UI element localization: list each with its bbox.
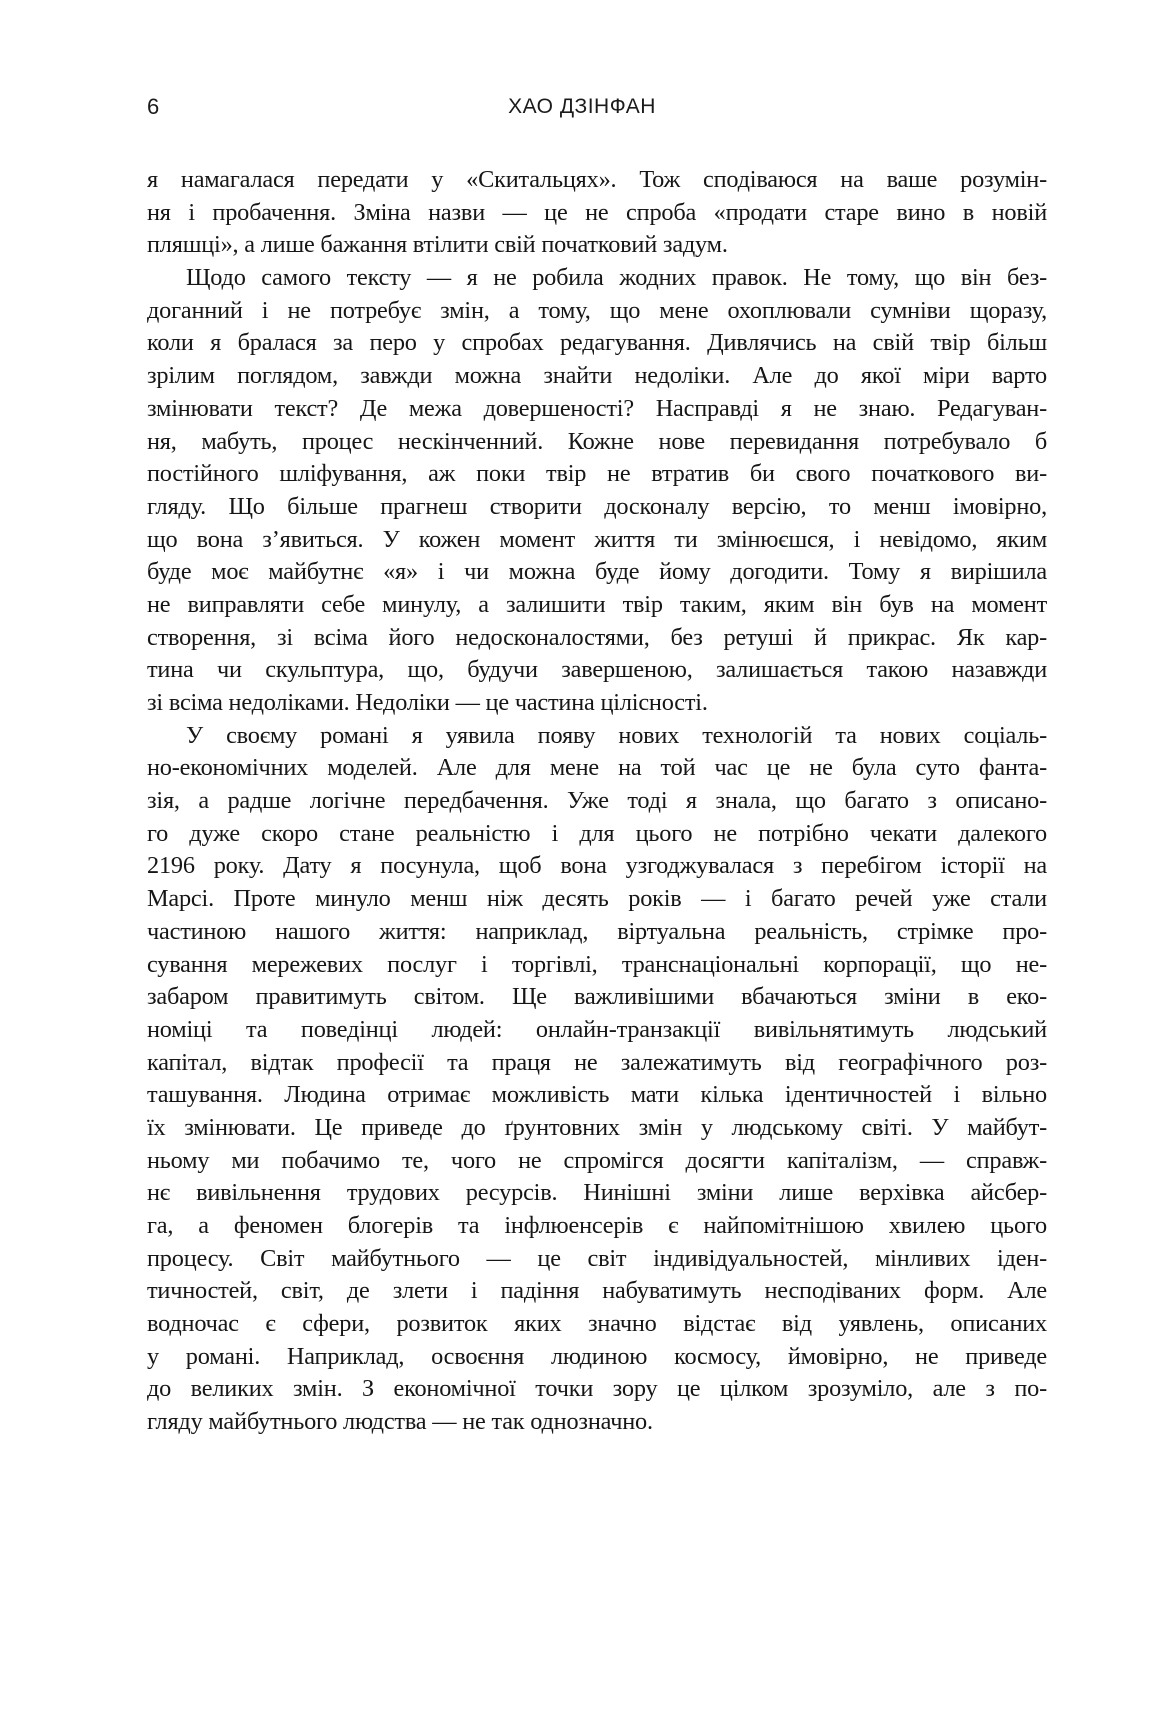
text-line: но-економічних моделей. Але для мене на той час це не була суто фанта- [147, 754, 1047, 782]
text-line: гляду. Що більше прагнеш створити досконалу версію, то менш імовірно, [147, 492, 1047, 520]
text-line: зі всіма недоліками. Недоліки — це частина цілісності. [147, 689, 708, 716]
text-line: частиною нашого життя: наприклад, віртуальна реальність, стрімке про- [147, 917, 1047, 945]
text-line: тичностей, світ, де злети і падіння набуватимуть несподіваних форм. Але [147, 1277, 1047, 1305]
text-line: доганний і не потребує змін, а тому, що мене охоплювали сумніви щоразу, [147, 296, 1047, 324]
text-line: постійного шліфування, аж поки твір не втратив би свого початкового ви- [147, 460, 1047, 488]
text-line: не виправляти себе минулу, а залишити твір таким, яким він був на момент [147, 590, 1047, 618]
text-line: Марсі. Проте минуло менш ніж десять років — і багато речей уже стали [147, 885, 1047, 913]
body-text [147, 164, 1047, 1439]
text-line: пляшці», а лише бажання втілити свій початковий задум. [147, 231, 728, 259]
text-line: У своєму романі я уявила появу нових технологій та нових соціаль- [186, 721, 1047, 749]
text-line: капітал, відтак професії та праця не залежатимуть від географічного роз- [147, 1048, 1047, 1076]
text-line: процесу. Світ майбутнього — це світ індивідуальностей, мінливих іден- [147, 1244, 1047, 1272]
text-line: що вона з’явиться. У кожен момент життя ти змінюєшся, і невідомо, яким [147, 525, 1047, 553]
paragraph [147, 164, 1047, 262]
text-line: га, а феномен блогерів та інфлюенсерів є найпомітнішою хвилею цього [147, 1212, 1047, 1239]
text-line: ньому ми побачимо те, чого не спромігся досягти капіталізм, — справж- [147, 1146, 1047, 1174]
text-line: го дуже скоро стане реальністю і для цього не потрібно чекати далекого [147, 819, 1047, 847]
text-line: сування мережевих послуг і торгівлі, транснаціональні корпорації, що не- [147, 950, 1047, 978]
page-number: 6 [147, 94, 160, 119]
text-line: створення, зі всіма його недосконалостями, без ретуші й прикрас. Як кар- [147, 623, 1047, 651]
text-line: 2196 року. Дату я посунула, щоб вона узгоджувалася з перебігом історії на [147, 852, 1047, 880]
paragraph [147, 262, 1047, 720]
text-line: до великих змін. З економічної точки зору це цілком зрозуміло, але з по- [147, 1375, 1047, 1403]
text-line: у романі. Наприклад, освоєння людиною космосу, ймовірно, не приведе [147, 1342, 1047, 1370]
text-line: я намагалася передати у «Скитальцях». Тож сподіваюся на ваше розумін- [147, 166, 1047, 193]
text-line: буде моє майбутнє «я» і чи можна буде йому догодити. Тому я вирішила [147, 558, 1047, 586]
text-line: Щодо самого тексту — я не робила жодних правок. Не тому, що він без- [186, 264, 1047, 292]
text-line: номіці та поведінці людей: онлайн-транзакції вивільнятимуть людський [147, 1015, 1047, 1043]
text-line: водночас є сфери, розвиток яких значно відстає від уявлень, описаних [147, 1310, 1047, 1338]
running-head-author: ХАО ДЗІНФАН [508, 95, 656, 118]
text-line: гляду майбутнього людства — не так однозначно. [147, 1408, 653, 1436]
text-line: змінювати текст? Де межа довершеності? Насправді я не знаю. Редагуван- [147, 394, 1047, 422]
text-line: зія, а радше логічне передбачення. Уже тоді я знала, що багато з описано- [147, 787, 1047, 815]
text-line: ня, мабуть, процес нескінченний. Кожне нове перевидання потребувало б [147, 427, 1047, 455]
text-line: зрілим поглядом, завжди можна знайти недоліки. Але до якої міри варто [147, 362, 1047, 390]
text-line: коли я бралася за перо у спробах редагування. Дивлячись на свій твір більш [147, 329, 1047, 357]
text-line: тина чи скульптура, що, будучи завершеною, залишається такою назавжди [147, 656, 1047, 684]
text-line: нє вивільнення трудових ресурсів. Нинішні зміни лише верхівка айсбер- [147, 1179, 1047, 1207]
paragraph [147, 720, 1047, 1439]
text-line: ня і пробачення. Зміна назви — це не спроба «продати старе вино в новій [147, 198, 1047, 226]
text-line: ташування. Людина отримає можливість мати кілька ідентичностей і вільно [147, 1081, 1047, 1109]
text-line: їх змінювати. Це приведе до ґрунтовних змін у людському світі. У майбут- [147, 1113, 1047, 1141]
text-line: забаром правитимуть світом. Ще важливішими вбачаються зміни в еко- [147, 983, 1047, 1011]
